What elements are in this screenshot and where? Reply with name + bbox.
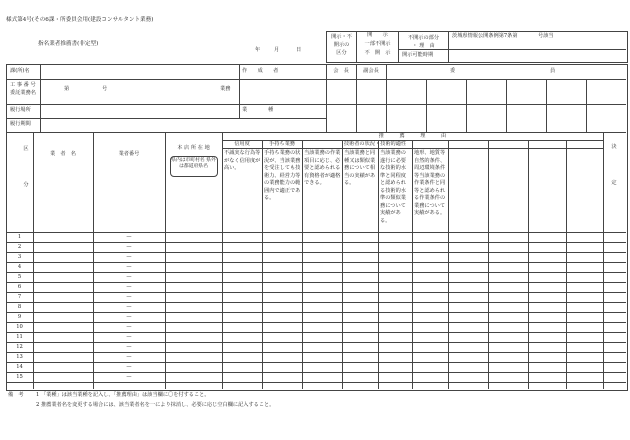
row-number: 3 <box>17 253 22 260</box>
row-number: 10 <box>16 323 23 330</box>
row-number: 11 <box>16 333 23 340</box>
reason-credit-text: 不誠実な行為等がなく信用度が高い。 <box>224 150 261 172</box>
disclosure-partial: 一部不開示 <box>364 41 391 47</box>
disclosure-category-label: 開示・不 開示の 区分 <box>331 34 352 57</box>
period-label: 履行期間 <box>10 121 31 127</box>
project-no-label: 工 事 番 号 <box>10 82 36 88</box>
ordinance-item: 号該当 <box>538 33 554 39</box>
kubun-label-bottom: 分 <box>23 182 29 188</box>
disclosure-closed: 不 開 示 <box>364 50 391 56</box>
row-number: 4 <box>17 263 22 270</box>
row-number: 9 <box>17 313 22 320</box>
member-label: 員 <box>550 68 556 74</box>
row-number: 7 <box>17 293 22 300</box>
kubun-label-top: 区 <box>23 146 29 152</box>
row-number: 5 <box>17 273 22 280</box>
document-title: 指名業者推薦書(非定型) <box>38 41 99 47</box>
row-number: 15 <box>16 373 23 380</box>
commission-name-label: 委託業務名 <box>10 90 36 96</box>
form-title: 様式第4号(その6課・所委員会用(建設コンサルタント業務) <box>6 17 154 23</box>
project-no-suffix: 号 <box>102 86 108 92</box>
vendor-code-header: 業者番号 <box>118 151 140 157</box>
vendor-name-header: 業 者 名 <box>50 151 76 157</box>
reason-qualified-text: 当該業務の作業項目に応じ、必要と認められる有資格者が適格できる。 <box>304 150 341 187</box>
decision-label-bottom: 定 <box>611 180 617 186</box>
row-vendor-code[interactable]: — <box>126 333 132 340</box>
row-vendor-code[interactable]: — <box>126 323 132 330</box>
nondisclosure-reason-label: 不開示の部分 ・ 理 由 <box>407 35 440 50</box>
division-label: 課(所)名 <box>10 68 30 74</box>
row-number: 8 <box>17 303 22 310</box>
note-1: 1 「業種」は該当業種を記入し、「推薦理由」は該当欄に〇を付すること。 <box>36 392 210 398</box>
credit-header: 信用度 <box>234 141 250 147</box>
date-month: 月 <box>274 47 280 53</box>
disclosure-date-label: 開示可能時期 <box>402 52 434 58</box>
location-label: 履行場所 <box>10 107 31 113</box>
reason-natural-text: 地形、地質等自然的条件、周辺環境条件等当該業務の作業条件と同等と認められる作業条件の業務について実績がある。 <box>414 150 446 217</box>
reason-ongoing-text: 手持ち業務の状況が、当該業務を受注しても技術力、経営力等の業務能力の範囲内で適正である。 <box>264 150 301 202</box>
ongoing-header: 手持ち業務 <box>269 141 295 147</box>
vice-chief-label: 副会長 <box>363 68 379 74</box>
reason-header: 推 薦 理 由 <box>378 133 447 139</box>
decision-label-top: 決 <box>611 144 617 150</box>
date-day: 日 <box>296 47 302 53</box>
business-suffix: 業務 <box>220 86 231 92</box>
row-vendor-code[interactable]: — <box>126 273 132 280</box>
row-number: 2 <box>17 243 22 250</box>
row-vendor-code[interactable]: — <box>126 243 132 250</box>
row-vendor-code[interactable]: — <box>126 313 132 320</box>
row-vendor-code[interactable]: — <box>126 283 132 290</box>
reason-technical-text: 当該業務の遂行に必要な技術的水準と同程度と認められる技術的水準の類似業務について実績がある。 <box>380 150 406 224</box>
row-vendor-code[interactable]: — <box>126 363 132 370</box>
disclosure-open: 開 示 <box>367 32 388 38</box>
author-label: 作 成 者 <box>242 68 279 74</box>
project-no-prefix: 第 <box>64 86 70 92</box>
ordinance-reference: 茨城県情報公開条例第7条第 <box>452 33 518 39</box>
row-vendor-code[interactable]: — <box>126 373 132 380</box>
note-2: 2 推薦業者名を変更する場合には、該当業者名を一により抹消し、必要に応じ空白欄に記入すること。 <box>36 402 275 408</box>
row-vendor-code[interactable]: — <box>126 303 132 310</box>
row-vendor-code[interactable]: — <box>126 343 132 350</box>
row-number: 13 <box>16 353 23 360</box>
date-year: 年 <box>255 47 261 53</box>
address-header: 本 店 所 在 地 <box>177 145 210 151</box>
reason-similar-text: 当該業務と同種又は類似業務について相当の実績がある。 <box>344 150 376 187</box>
row-number: 6 <box>17 283 22 290</box>
industry-label: 業 種 <box>242 107 274 113</box>
notes-label: 備 考 <box>8 392 24 398</box>
engineer-header: 技術者の状況・技術的適性 <box>343 141 407 147</box>
row-vendor-code[interactable]: — <box>126 263 132 270</box>
row-vendor-code[interactable]: — <box>126 233 132 240</box>
row-vendor-code[interactable]: — <box>126 293 132 300</box>
row-number: 14 <box>16 363 23 370</box>
council-label: 委 <box>450 68 456 74</box>
row-vendor-code[interactable]: — <box>126 253 132 260</box>
address-note: 県内は市町村名 県外は都道府県名 <box>171 158 216 170</box>
row-number: 1 <box>17 233 22 240</box>
chief-label: 会 長 <box>333 68 349 74</box>
row-number: 12 <box>16 343 23 350</box>
row-vendor-code[interactable]: — <box>126 353 132 360</box>
